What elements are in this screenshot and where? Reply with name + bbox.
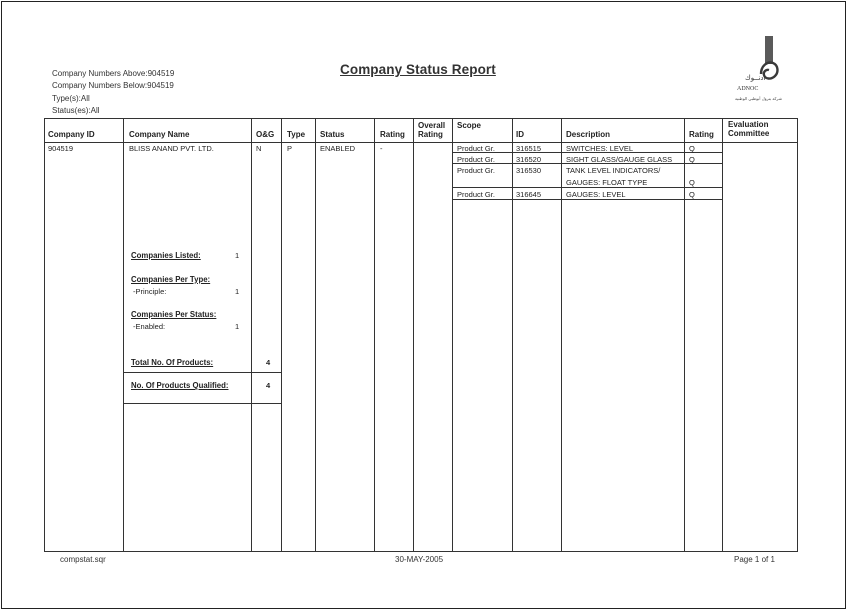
type-cell: P — [287, 144, 293, 153]
col-rating: Rating — [380, 130, 405, 139]
product-scope-4: Product Gr. — [457, 190, 495, 199]
logo-arabic-sub: شركة بترول أبوظبي الوطنية — [735, 96, 782, 101]
col-overall-rating-line2: Rating — [418, 130, 443, 139]
product-desc-3a: TANK LEVEL INDICATORS/ — [566, 166, 661, 175]
product-scope-1: Product Gr. — [457, 144, 495, 153]
logo-text: ADNOC — [737, 86, 759, 92]
logo-arabic: أدنــوك — [745, 74, 766, 82]
col-scope: Scope — [457, 121, 482, 130]
companies-listed-value: 1 — [235, 251, 240, 260]
per-type-label: Companies Per Type: — [131, 275, 211, 284]
footer-filename: compstat.sqr — [60, 555, 106, 564]
col-og: O&G — [256, 130, 275, 139]
footer-date: 30-MAY-2005 — [395, 555, 444, 564]
qualified-products-label: No. Of Products Qualified: — [131, 381, 229, 390]
col-overall-rating-line1: Overall — [418, 121, 446, 130]
product-desc-4: GAUGES: LEVEL — [566, 190, 626, 199]
product-id-2: 316520 — [516, 155, 542, 164]
filter-line-3: Type(s):All — [52, 94, 90, 103]
product-id-3: 316530 — [516, 166, 542, 175]
companies-listed-label: Companies Listed: — [131, 251, 201, 260]
per-type-value: 1 — [235, 287, 240, 296]
col-rating-product: Rating — [689, 130, 714, 139]
company-id-cell: 904519 — [48, 144, 74, 153]
product-rating-2: Q — [689, 155, 695, 164]
filter-line-2: Company Numbers Below:904519 — [52, 81, 174, 90]
product-scope-3: Product Gr. — [457, 166, 495, 175]
col-company-name: Company Name — [129, 130, 190, 139]
product-desc-2: SIGHT GLASS/GAUGE GLASS — [566, 155, 673, 164]
per-status-label: Companies Per Status: — [131, 310, 217, 319]
per-status-item: -Enabled: — [133, 322, 166, 331]
total-products-label: Total No. Of Products: — [131, 358, 214, 367]
company-name-cell: BLISS ANAND PVT. LTD. — [129, 144, 214, 153]
footer-page-number: Page 1 of 1 — [734, 555, 775, 564]
og-cell: N — [256, 144, 262, 153]
report-title: Company Status Report — [340, 62, 496, 77]
rating-cell: - — [380, 144, 383, 153]
product-rating-1: Q — [689, 144, 695, 153]
filter-line-1: Company Numbers Above:904519 — [52, 69, 175, 78]
status-cell: ENABLED — [320, 144, 356, 153]
product-desc-3b: GAUGES: FLOAT TYPE — [566, 178, 648, 187]
product-rating-4: Q — [689, 190, 695, 199]
product-scope-2: Product Gr. — [457, 155, 495, 164]
col-evaluation-line2: Committee — [728, 129, 770, 138]
col-status: Status — [320, 130, 345, 139]
product-rating-3: Q — [689, 178, 695, 187]
col-company-id: Company ID — [48, 130, 95, 139]
col-description: Description — [566, 130, 611, 139]
col-id: ID — [516, 130, 524, 139]
product-desc-1: SWITCHES: LEVEL — [566, 144, 634, 153]
filter-line-4: Status(es):All — [52, 106, 100, 115]
product-id-1: 316515 — [516, 144, 542, 153]
col-type: Type — [287, 130, 306, 139]
per-type-item: -Principle: — [133, 287, 167, 296]
per-status-value: 1 — [235, 322, 240, 331]
col-evaluation-line1: Evaluation — [728, 120, 769, 129]
total-products-value: 4 — [266, 358, 271, 367]
product-id-4: 316645 — [516, 190, 542, 199]
qualified-products-value: 4 — [266, 381, 271, 390]
